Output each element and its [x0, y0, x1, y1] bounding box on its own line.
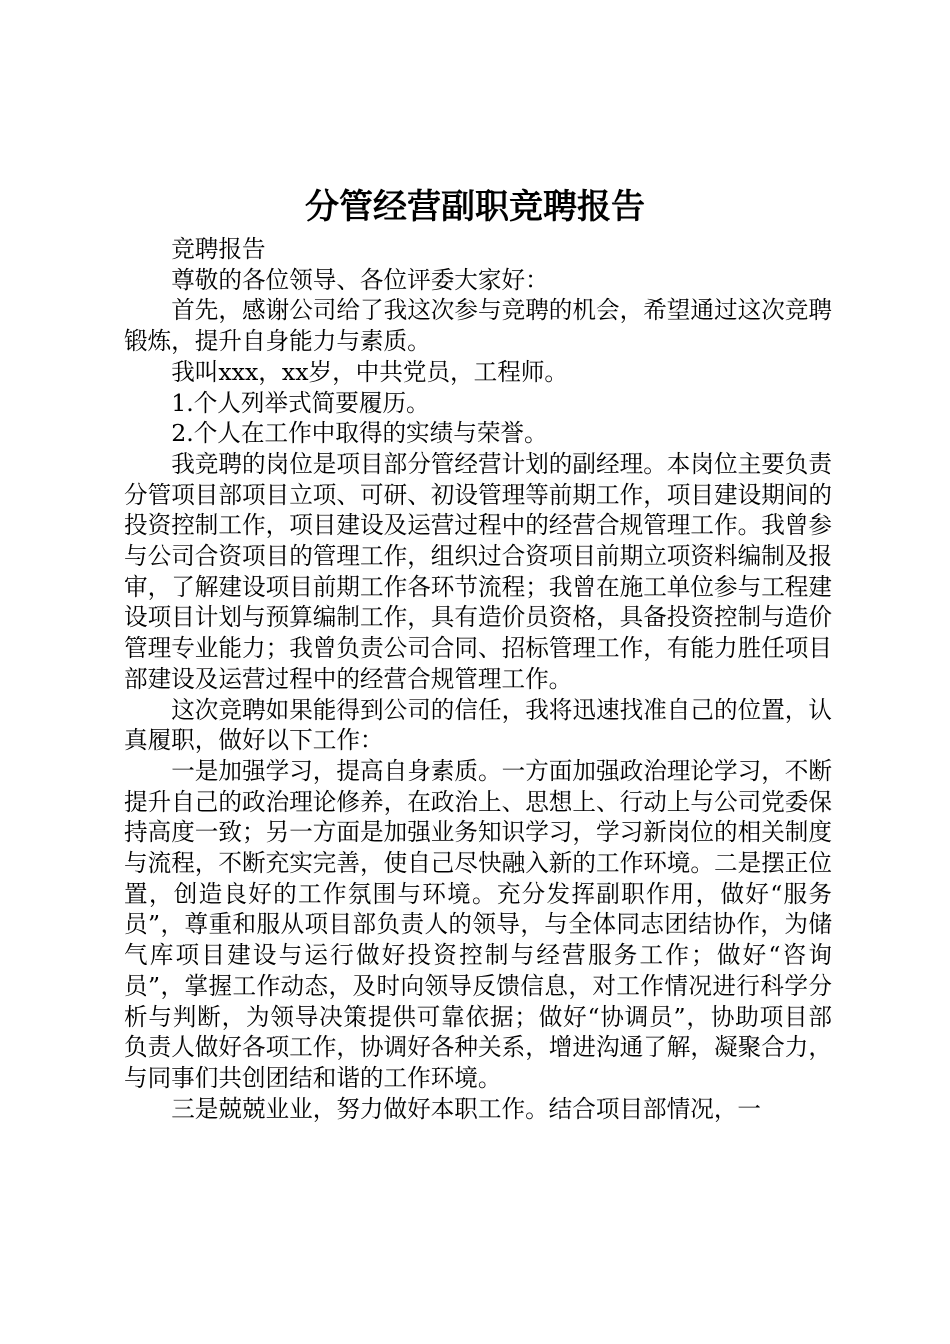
paragraph-commitment: 这次竞聘如果能得到公司的信任，我将迅速找准自己的位置，认真履职，做好以下工作： — [124, 695, 832, 755]
paragraph-achievements: 2.个人在工作中取得的实绩与荣誉。 — [171, 419, 548, 448]
paragraph-greeting: 尊敬的各位领导、各位评委大家好： — [171, 265, 549, 294]
paragraph-resume: 1.个人列举式简要履历。 — [171, 388, 430, 417]
paragraph-plan-three: 三是兢兢业业，努力做好本职工作。结合项目部情况，一 — [171, 1094, 762, 1123]
paragraph-heading: 竞聘报告 — [171, 235, 266, 263]
paragraph-thanks: 首先，感谢公司给了我这次参与竞聘的机会，希望通过这次竞聘锻炼，提升自身能力与素质。 — [124, 296, 832, 356]
paragraph-self-intro: 我叫xxx，xx岁，中共党员，工程师。 — [171, 357, 569, 386]
paragraph-position: 我竞聘的岗位是项目部分管经营计划的副经理。本岗位主要负责分管项目部项目立项、可研、初设管理等前期工作，项目建设期间的投资控制工作，项目建设及运营过程中的经营合规管理工作。我曾参与公司合资项目的管理工作，组织过合资项目前期立项资料编制及报审，了解建设项目前期工作各环节流程；我曾在施工单位参与工程建设项目计划与预算编制工作，具有造价员资格，具备投资控制与造价管理专业能力；我曾负责公司合同、招标管理工作，有能力胜任项目部建设及运营过程中的经营合规管理工作。 — [124, 449, 832, 693]
paragraph-plan-one-two: 一是加强学习，提高自身素质。一方面加强政治理论学习，不断提升自己的政治理论修养，在政治上、思想上、行动上与公司党委保持高度一致；另一方面是加强业务知识学习，学习新岗位的相关制度与流程，不断充实完善，使自己尽快融入新的工作环境。二是摆正位置，创造良好的工作氛围与环境。充分发挥副职作用，做好“服务员”，尊重和服从项目部负责人的领导，与全体同志团结协作，为储气库项目建设与运行做好投资控制与经营服务工作；做好“咨询员”，掌握工作动态，及时向领导反馈信息，对工作情况进行科学分析与判断，为领导决策提供可靠依据；做好“协调员”，协助项目部负责人做好各项工作，协调好各种关系，增进沟通了解，凝聚合力，与同事们共创团结和谐的工作环境。 — [124, 756, 832, 1092]
document-title: 分管经营副职竞聘报告 — [305, 187, 645, 227]
document-body — [124, 234, 832, 1124]
